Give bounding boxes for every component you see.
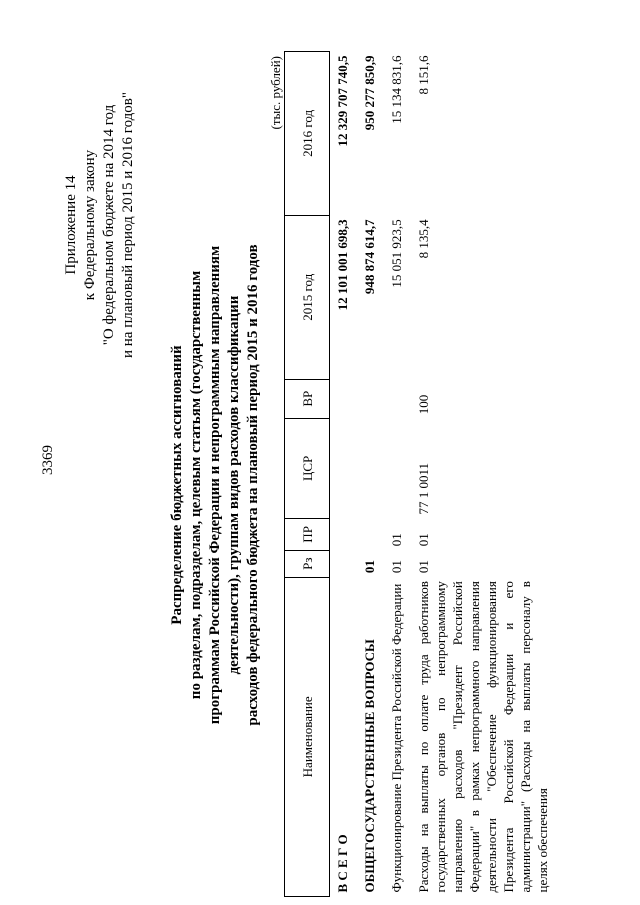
table-row	[357, 52, 384, 897]
row-name: В С Е Г О	[335, 834, 350, 893]
row-2016: 950 277 850,9	[362, 55, 377, 131]
header-vr: ВР	[285, 379, 330, 418]
row-rz: 01	[362, 560, 377, 574]
header-2016: 2016 год	[285, 52, 330, 216]
row-2016: 15 134 831,6	[389, 55, 404, 124]
title-line: деятельности), группам видов расходов классификации	[226, 295, 242, 675]
header-2015: 2015 год	[285, 215, 330, 379]
row-csr	[330, 418, 358, 518]
row-2015: 8 135,4	[416, 219, 431, 259]
row-2016: 8 151,6	[416, 55, 431, 95]
appendix-header	[62, 45, 138, 405]
row-pr	[330, 518, 358, 550]
row-vr	[357, 379, 384, 418]
row-csr	[384, 418, 411, 518]
row-name: Расходы на выплаты по оплате труда работников государственных органов по непрограммному направлению расходов "Президент Российской Федерации" в рамках непрограммного направления деятельности "Обеспечение функционирования Президента Российской Федерации и его администрации" (Расходы на выплаты персоналу в целях обеспечения	[416, 581, 550, 893]
row-2015: 948 874 614,7	[362, 219, 377, 295]
table-row	[384, 52, 411, 897]
row-2015: 15 051 923,5	[389, 219, 404, 288]
row-pr	[357, 518, 384, 550]
row-2016: 12 329 707 740,5	[335, 55, 350, 147]
header-csr: ЦСР	[285, 418, 330, 518]
row-pr: 01	[389, 533, 404, 547]
row-vr	[384, 379, 411, 418]
header-name: Наименование	[285, 577, 330, 896]
row-csr: 77 1 0011	[416, 462, 431, 515]
table-header	[285, 52, 330, 897]
table-row	[411, 52, 557, 897]
row-name: Функционирование Президента Российской Федерации	[389, 583, 404, 893]
appendix-line: Приложение 14	[63, 175, 79, 275]
row-csr	[357, 418, 384, 518]
title-line: расходов федерального бюджета на плановый период 2015 и 2016 годов	[245, 244, 261, 726]
row-rz: 01	[389, 560, 404, 574]
table-row	[330, 52, 358, 897]
appendix-line: к Федеральному закону	[82, 149, 98, 301]
document-title	[168, 205, 263, 765]
title-line: по разделам, подразделам, целевым статьям (государственным	[188, 270, 204, 700]
page-number: 3369	[40, 445, 56, 475]
title-line: программам Российской Федерации и непрограммным направлениям	[207, 245, 223, 725]
header-rz: Рз	[285, 550, 330, 577]
row-rz	[330, 550, 358, 577]
row-vr	[330, 379, 358, 418]
row-name: ОБЩЕГОСУДАРСТВЕННЫЕ ВОПРОСЫ	[362, 639, 377, 893]
budget-table	[284, 51, 557, 897]
row-vr: 100	[416, 394, 431, 415]
row-pr: 01	[416, 533, 431, 547]
title-line: Распределение бюджетных ассигнований	[169, 345, 185, 625]
header-pr: ПР	[285, 518, 330, 550]
units-label: (тыс. рублей)	[268, 56, 283, 130]
appendix-line: и на плановый период 2015 и 2016 годов"	[120, 92, 136, 358]
row-2015: 12 101 001 698,3	[335, 219, 350, 311]
row-rz: 01	[416, 560, 431, 574]
appendix-line: "О федеральном бюджете на 2014 год	[101, 104, 117, 346]
